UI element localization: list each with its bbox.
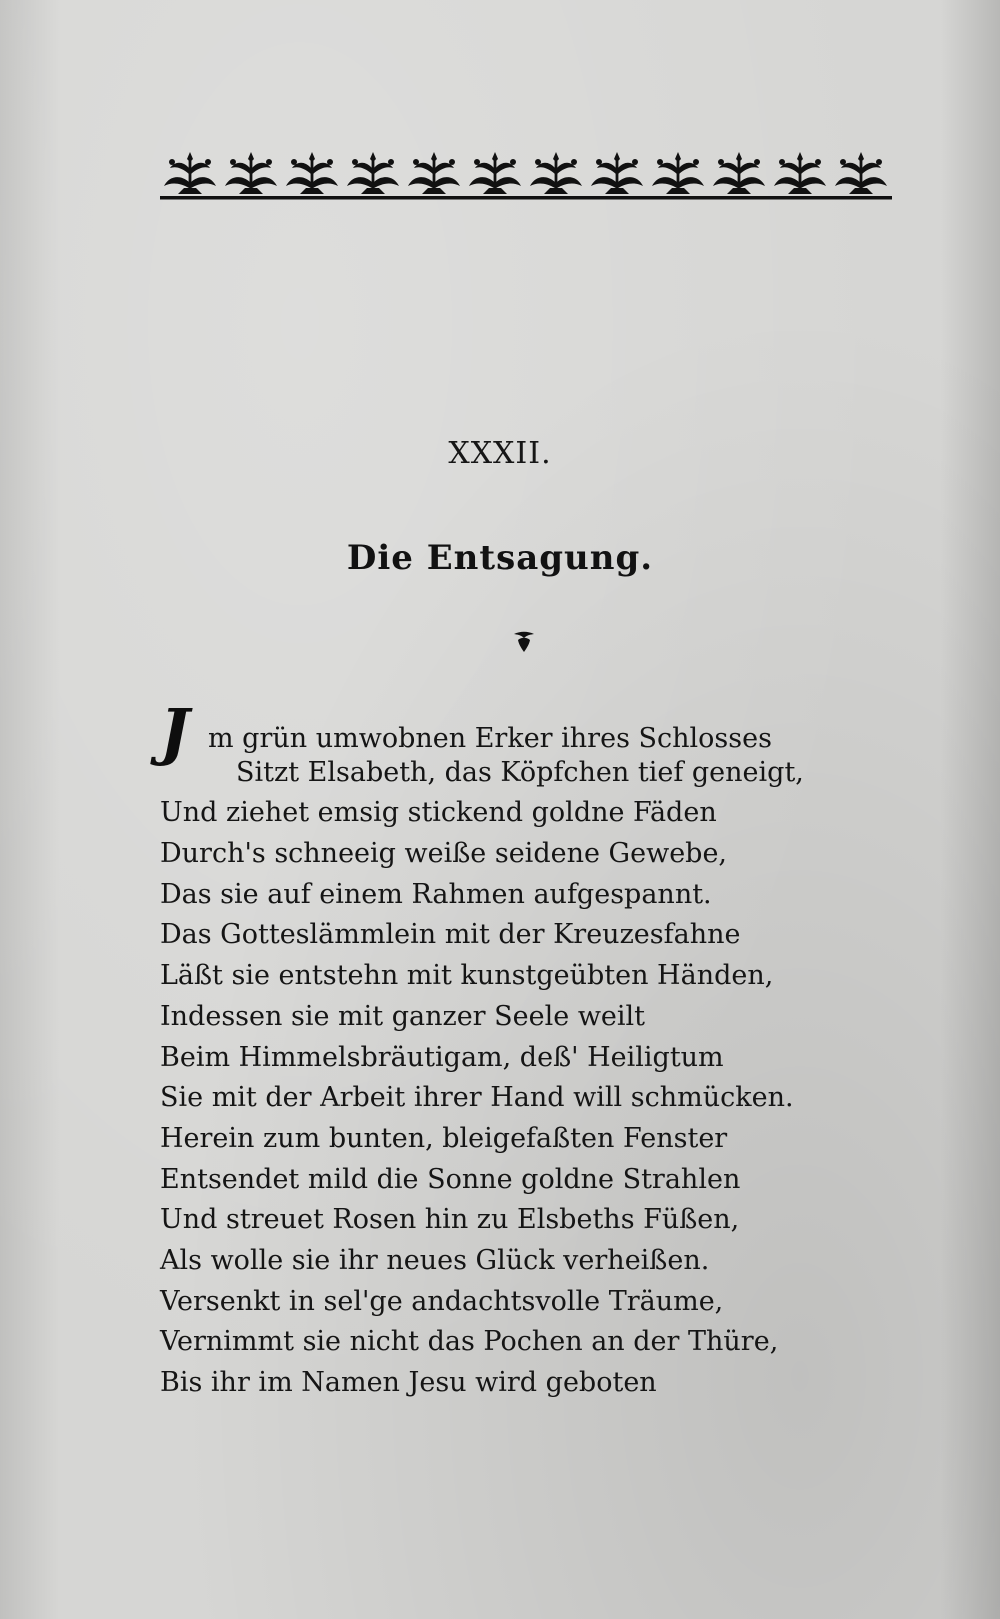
- poem-line: Durch's schneeig weiße seidene Gewebe,: [160, 838, 728, 870]
- poem-title: Die Entsagung.: [346, 538, 654, 578]
- poem-line: Entsendet mild die Sonne goldne Strahlen: [160, 1163, 741, 1195]
- poem-line: Sitzt Elsabeth, das Köpfchen tief geneigt,: [236, 756, 804, 788]
- poem-line: Und streuet Rosen hin zu Elsbeths Füßen,: [160, 1204, 740, 1236]
- poem-line: Beim Himmelsbräutigam, deß' Heiligtum: [160, 1041, 724, 1073]
- chapter-number: XXXII.: [448, 436, 552, 471]
- poem-text: [160, 695, 890, 1404]
- poem-line: Versenkt in sel'ge andachtsvolle Träume,: [160, 1285, 724, 1317]
- poem-line-text: m grün umwobnen Erker ihres Schlosses: [208, 723, 772, 754]
- fleuron-icon: [511, 628, 537, 654]
- poem-line: Läßt sie entstehn mit kunstgeübten Händen,: [160, 960, 774, 992]
- drop-cap: J: [160, 695, 190, 768]
- poem-line: Als wolle sie ihr neues Glück verheißen.: [160, 1244, 710, 1276]
- poem-line: Das Gotteslämmlein mit der Kreuzesfahne: [160, 919, 741, 951]
- poem-line: Das sie auf einem Rahmen aufgespannt.: [160, 878, 712, 910]
- floral-border-icon: [160, 148, 892, 204]
- poem-line: [160, 695, 890, 768]
- poem-line: Herein zum bunten, bleigefaßten Fenster: [160, 1122, 728, 1154]
- poem-line: Vernimmt sie nicht das Pochen an der Thüre,: [160, 1326, 779, 1358]
- poem-line: Bis ihr im Namen Jesu wird geboten: [160, 1367, 657, 1398]
- poem-line: Und ziehet emsig stickend goldne Fäden: [160, 797, 717, 829]
- poem-line: Sie mit der Arbeit ihrer Hand will schmücken.: [160, 1082, 794, 1114]
- poem-line: Indessen sie mit ganzer Seele weilt: [160, 1000, 646, 1032]
